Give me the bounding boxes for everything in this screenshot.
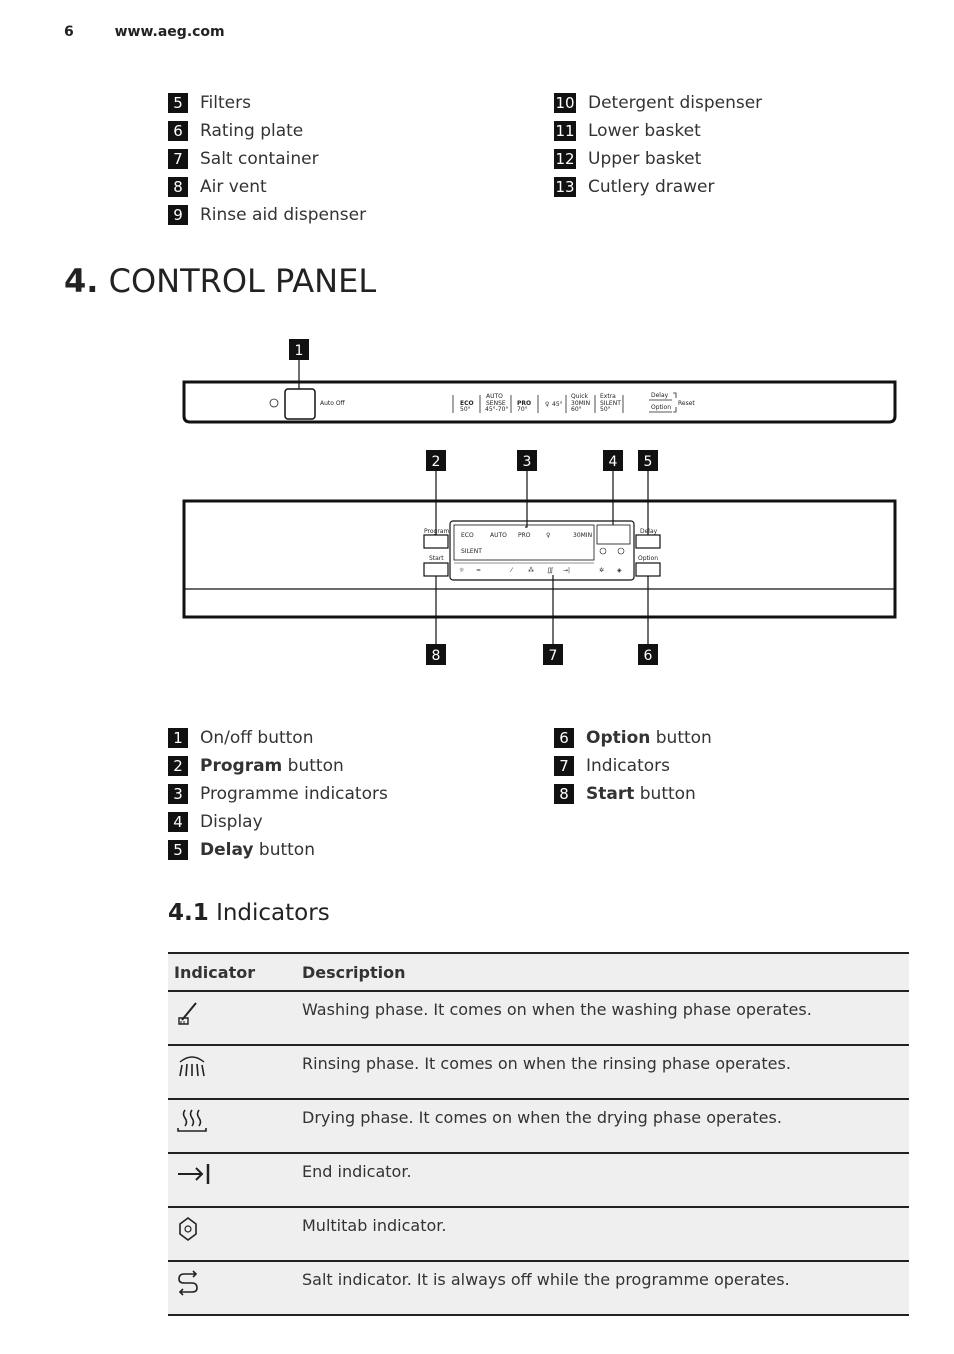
washing-phase-icon [174,998,204,1026]
glass-icon: ♀ [545,401,550,408]
column-header: Description [296,953,909,991]
legend-label: Rinse aid dispenser [200,205,367,225]
end-small-icon: →| [563,567,571,574]
legend-number: 6 [168,121,188,141]
legend-number: 1 [168,728,188,748]
legend-number: 5 [168,93,188,113]
table-row [168,1153,909,1207]
page-number: 6 [64,24,74,40]
legend-item [168,145,366,173]
subsection-title [168,900,330,926]
section-number: 4. [64,262,99,300]
option-button[interactable] [636,563,660,576]
program-label: Program [424,528,450,535]
indicator-description: Drying phase. It comes on when the drying phase operates. [296,1099,909,1153]
callout-5 [638,450,658,471]
rinsing-phase-icon [174,1052,210,1080]
legend-number: 5 [168,840,188,860]
legend-label: Display [200,812,263,832]
legend-item [168,117,366,145]
delay-btn-label: Delay [640,528,658,535]
section-heading: CONTROL PANEL [108,262,377,300]
indicators-table [168,952,909,1316]
indicator-description: Salt indicator. It is always off while the programme operates. [296,1261,909,1315]
legend-item [554,117,762,145]
legend-number: 7 [168,149,188,169]
callout-3 [517,450,537,471]
glass-indicator-icon: ♀ [546,532,551,539]
callout-1 [289,339,309,360]
pro-temp: 70° [517,406,528,413]
page-header [64,24,225,40]
program-button[interactable] [424,535,448,548]
auto-indicator: AUTO [490,532,507,539]
legend-number: 10 [555,94,575,112]
site-url: www.aeg.com [114,24,225,40]
eco-label: ECO [460,400,474,407]
legend-number: 8 [168,177,188,197]
legend-label: button [253,840,315,860]
silent-label: SILENT [600,400,621,407]
legend-bold: Program [200,756,283,776]
legend-item [554,780,712,808]
drying-phase-icon [174,1106,210,1134]
legend-label: Rating plate [200,121,304,141]
indicator-description: Washing phase. It comes on when the washing phase operates. [296,991,909,1045]
rinse-small-icon: ⁂ [528,567,534,574]
legend-item [168,752,388,780]
reset-label: Reset [678,400,695,407]
legend-label: On/off button [200,728,314,748]
controls-legend-left [168,724,388,864]
legend-label: button [282,756,344,776]
callout-number: 3 [522,454,532,470]
callout-number: 7 [548,648,558,664]
parts-legend-left [168,89,366,229]
legend-number: 11 [555,122,575,140]
top-panel [184,382,895,422]
callout-number: 6 [643,648,653,664]
option-label: Option [651,404,672,411]
legend-item [554,145,762,173]
wash-small-icon: ⁄ [511,567,513,574]
callout-8 [426,644,446,665]
legend-label: Air vent [200,177,267,197]
callout-number: 1 [294,343,304,359]
callout-2 [426,450,446,471]
legend-item [168,173,366,201]
controls-legend-right [554,724,712,808]
indicator-description: End indicator. [296,1153,909,1207]
legend-bold: Delay [200,840,254,860]
legend-item [554,752,712,780]
legend-number: 13 [555,178,575,196]
subsection-heading: Indicators [216,900,330,926]
quick-indicator: 30MIN [573,532,593,539]
legend-label: Programme indicators [200,784,388,804]
table-row [168,1261,909,1315]
legend-label: Lower basket [588,121,701,141]
quick-time: 30MIN [571,400,591,407]
legend-number: 2 [168,756,188,776]
legend-label: Cutlery drawer [588,177,715,197]
auto-label: AUTO [486,393,503,400]
callout-number: 5 [643,454,653,470]
callout-number: 4 [608,454,618,470]
pro-indicator: PRO [518,532,531,539]
legend-bold: Option [586,728,651,748]
callout-6 [638,644,658,665]
sense-label: SENSE [486,400,506,407]
legend-number: 4 [168,812,188,832]
dry-small-icon: ∭ [547,567,554,574]
legend-item [554,724,712,752]
legend-number: 7 [554,756,574,776]
legend-item [168,836,388,864]
legend-number: 9 [168,205,188,225]
pro-label: PRO [517,400,532,407]
legend-item [168,201,366,229]
on-off-button[interactable] [285,389,315,419]
end-indicator-icon [174,1160,214,1188]
display [597,525,630,544]
legend-item [168,808,388,836]
legend-number: 8 [554,784,574,804]
silent-indicator: SILENT [461,548,482,555]
table-row [168,991,909,1045]
callout-7 [543,644,563,665]
tablet-icon: ◈ [617,567,622,574]
table-row [168,1099,909,1153]
legend-item [554,89,762,117]
legend-label: button [634,784,696,804]
multitab-icon [174,1214,204,1242]
extra-temp: 50° [600,406,611,413]
indicator-description: Rinsing phase. It comes on when the rinsing phase operates. [296,1045,909,1099]
quick-label: Quick [571,393,588,400]
auto-temp: 45°-70° [485,406,509,413]
control-panel-diagram [0,320,954,680]
table-header-row [168,953,909,991]
legend-label: button [650,728,712,748]
delay-button[interactable] [636,535,660,548]
rinse-aid-icon: ☼ [459,567,465,574]
delay-label: Delay [651,392,669,399]
legend-number: 6 [554,728,574,748]
option-btn-label: Option [638,555,659,562]
auto-off-label: Auto Off [320,400,345,407]
callout-4 [603,450,623,471]
legend-label: Detergent dispenser [588,93,763,113]
legend-label: Indicators [586,756,670,776]
table-row [168,1045,909,1099]
legend-label: Filters [200,93,251,113]
table-row [168,1207,909,1261]
start-label: Start [429,555,444,562]
eco-indicator: ECO [461,532,474,539]
salt-small-icon: ≈ [476,567,482,574]
column-header: Indicator [168,953,296,991]
glass-temp: 45° [552,401,563,408]
legend-label: Salt container [200,149,319,169]
parts-legend-right [554,89,762,201]
legend-item [554,173,762,201]
front-panel [184,501,895,617]
legend-item [168,89,366,117]
legend-number: 3 [168,784,188,804]
salt-indicator-icon [174,1268,204,1296]
subsection-number: 4.1 [168,900,209,926]
quick-temp: 60° [571,406,582,413]
extra-label: Extra [600,393,616,400]
legend-item [168,724,388,752]
legend-item [168,780,388,808]
indicator-description: Multitab indicator. [296,1207,909,1261]
section-title [64,262,376,300]
callout-number: 2 [431,454,441,470]
start-button[interactable] [424,563,448,576]
legend-label: Upper basket [588,149,702,169]
legend-bold: Start [586,784,635,804]
eco-temp: 50° [460,406,471,413]
callout-number: 8 [431,648,441,664]
legend-number: 12 [555,150,575,168]
sun-icon: ✲ [599,567,605,574]
